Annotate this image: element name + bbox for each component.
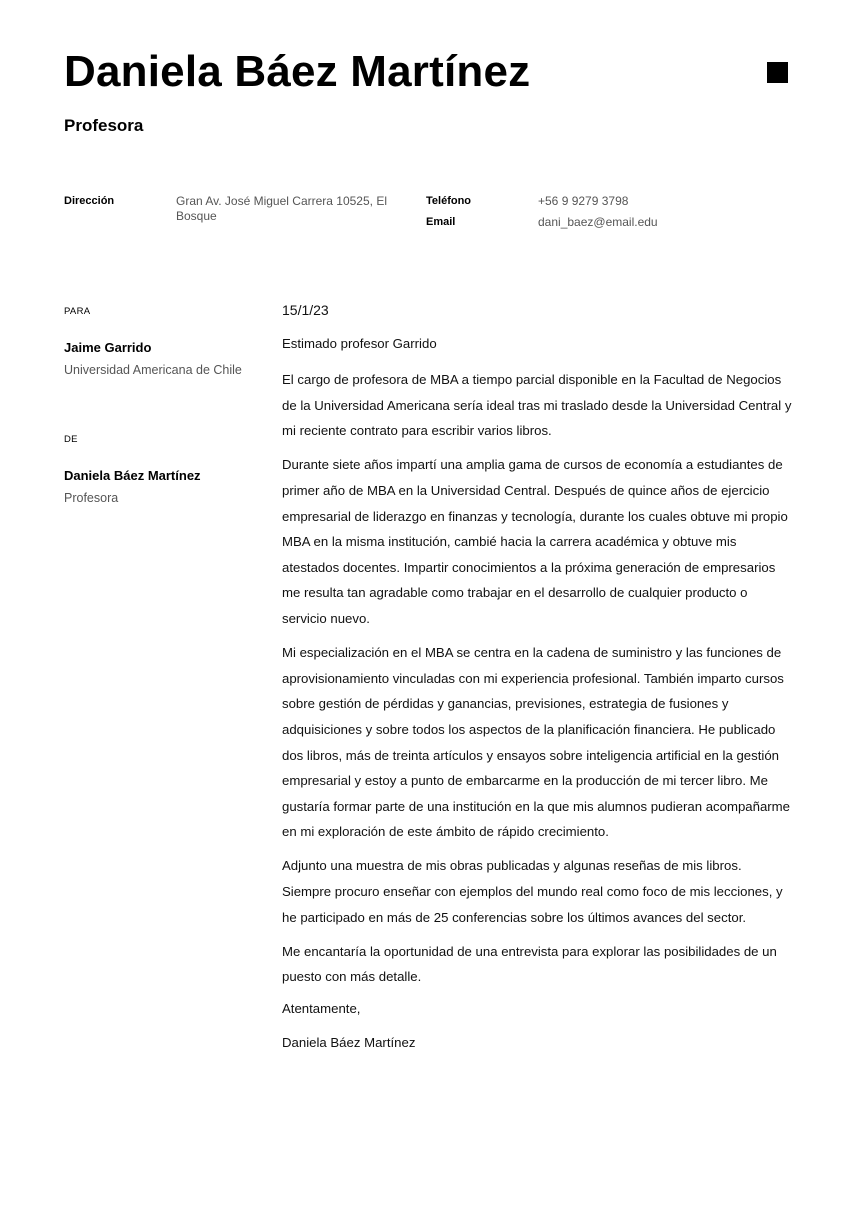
address-label: Dirección (64, 195, 115, 207)
applicant-name: Daniela Báez Martínez (64, 47, 531, 96)
email-value: dani_baez@email.edu (538, 215, 658, 229)
letter-signature: Daniela Báez Martínez (282, 1034, 416, 1050)
phone-label: Teléfono (426, 195, 472, 207)
letter-paragraph: Me encantaría la oportunidad de una entrevista para explorar las posibilidades de un puesto con más detalle. (282, 943, 777, 985)
letter-greeting: Estimado profesor Garrido (282, 336, 437, 351)
letter-date: 15/1/23 (282, 302, 329, 318)
letter-paragraph: Mi especialización en el MBA se centra en la cadena de suministro y las funciones de aprovisionamiento vinculadas con mi experiencia profesional. También imparto cursos sobre gestión de pérdidas y ganancias, previsiones, estrategia de fusiones y adquisiciones y sobre todos los aspectos de la planificación financiera. He publicado dos libros, más de treinta artículos y ensayos sobre inteligencia artificial en la gestión empresarial y estoy a punto de embarcarme en la producción de mi tercer libro. Me gustaría formar parte de una institución en la que mis alumnos pudieran acompañarme en mi exploración de este ámbito de rápido crecimiento. (282, 645, 791, 840)
email-label: Email (426, 216, 456, 228)
phone-value: +56 9 9279 3798 (538, 194, 629, 208)
sender-caption: DE (64, 434, 78, 445)
address-value: Gran Av. José Miguel Carrera 10525, El Bosque (176, 194, 387, 223)
letter-paragraph: Adjunto una muestra de mis obras publicadas y algunas reseñas de mis libros. Siempre procuro enseñar con ejemplos del mundo real como foco de mis lecciones, y he participado en más de 25 conferencias sobre los últimos avances del sector. (282, 858, 783, 925)
letter-paragraph: Durante siete años impartí una amplia gama de cursos de economía a estudiantes de primer año de MBA en la Universidad Central. Después de quince años de ejercicio empresarial de liderazgo en finanzas y tecnología, durante los cuales obtuve mi propio MBA en la misma institución, cambié hacia la carrera académica y obtuve mis atestados docentes. Impartir conocimientos a la próxima generación de empresarios me resulta tan agradable como trabajar en el desarrollo de cualquier producto o servicio nuevo. (282, 457, 788, 626)
recipient-caption: PARA (64, 306, 91, 317)
applicant-title: Profesora (64, 116, 144, 135)
sender-name: Daniela Báez Martínez (64, 468, 201, 483)
letter-closing: Atentamente, (282, 1000, 361, 1016)
sender-title: Profesora (64, 491, 119, 505)
letter-paragraph: El cargo de profesora de MBA a tiempo parcial disponible en la Facultad de Negocios de la Universidad Americana sería ideal tras mi traslado desde la Universidad Central y mi reciente contrato para escribir varios libros. (282, 372, 792, 439)
recipient-organization: Universidad Americana de Chile (64, 363, 242, 377)
letter-body (282, 300, 792, 1067)
recipient-name: Jaime Garrido (64, 340, 152, 355)
square-logo-icon (767, 62, 788, 83)
